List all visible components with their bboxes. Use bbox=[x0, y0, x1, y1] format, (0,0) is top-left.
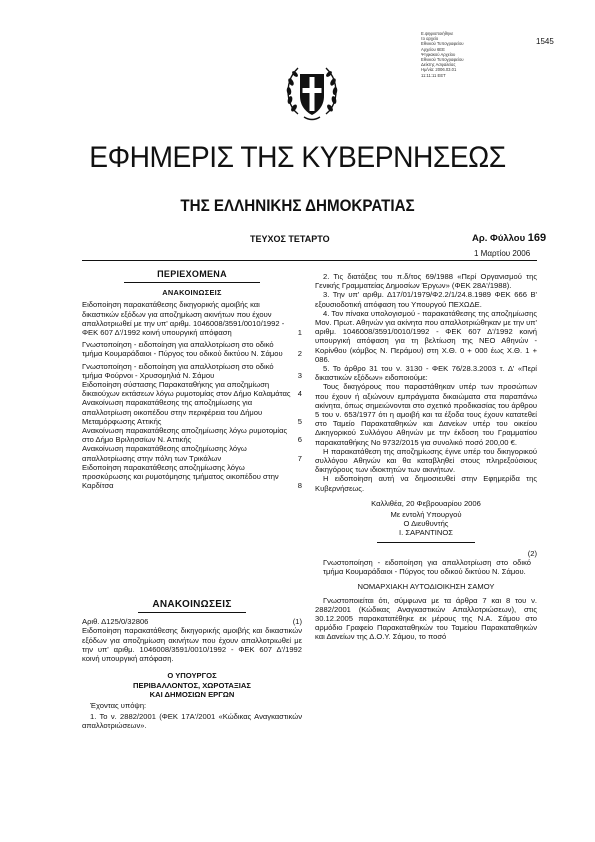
stamp-line: 11:11:11 EET bbox=[421, 72, 446, 78]
toc-item-page: 8 bbox=[297, 481, 302, 491]
stamp-line: Ψηφιακού Αρχείου bbox=[421, 51, 456, 57]
stamp-line: Εθνικού Τυπογραφείου bbox=[421, 41, 464, 47]
notice-paragraph: Τους δικηγόρους που παραστάθηκαν υπέρ των προσώπων που έχουν ή αξιώνουν εμπράγματα δικαιώματα στα παραπάνω ακίνητα, όπως σημειώνονται στο σχετικό προδικασίας του άρθρου 5 του ν. 653/1977 ότι η αμοιβή και τα έξοδα τους έχουν κατατεθεί στο Ταμείο Παρακαταθηκών και Δανείων υπέρ του οικείου Δικηγορικού Συλλόγου Αθηνών με την έκδοση του Γραμματίου παρακαταθήκης Νο 9732/2015 για συνολικό ποσό 200,00 €. bbox=[315, 382, 537, 447]
gazette-subtitle: ΤΗΣ ΕΛΛΗΝΙΚΗΣ ΔΗΜΟΚΡΑΤΙΑΣ bbox=[180, 197, 415, 215]
announcement-index: (1) bbox=[292, 617, 302, 627]
toc-item-text: Γνωστοποίηση - ειδοποίηση για απαλλοτρίωση στο οδικό τμήμα Φούρνοι - Χρυσομηλιά Ν. Σάμου bbox=[82, 361, 274, 380]
toc-item[interactable] bbox=[82, 463, 302, 491]
greek-coat-of-arms-icon bbox=[284, 62, 340, 122]
signature-line: Ο Διευθυντής bbox=[403, 519, 449, 529]
table-of-contents bbox=[82, 270, 302, 490]
toc-item-text: Ανακοίνωση παρακατάθεσης της αποζημίωσης για απαλλοτρίωση οικοπέδου στην περιφέρεια του Δήμου Μεταμόρφωσης Αττικής bbox=[82, 398, 263, 426]
toc-item-page: 2 bbox=[297, 349, 302, 359]
contents-heading: ΠΕΡΙΕΧΟΜΕΝΑ bbox=[157, 269, 227, 279]
signature-block bbox=[315, 510, 537, 538]
toc-item-page: 6 bbox=[297, 435, 302, 445]
minister-line: ΚΑΙ ΔΗΜΟΣΙΩΝ ΕΡΓΩΝ bbox=[149, 690, 235, 700]
toc-item-text: Ειδοποίηση παρακατάθεσης αποζημίωσης λόγω προσκύρωσης και ρυμοτόμησης τμήματος οικοπέδου στην Καρδίτσα bbox=[82, 462, 279, 491]
signature-name: Ι. ΣΑΡΑΝΤΙΝΟΣ bbox=[399, 528, 453, 538]
regard-item-4: 4. Τον πίνακα υπολογισμού - παρακατάθεσης της αποζημίωσης Μον. Πρωτ. Αθηνών για ακίνητα που απαλλοτριώθηκαν με την υπ' αριθμ. 1046008/3591/0010/1992 - ΦΕΚ 607 Δ'/1992 κοινή υπουργική απόφαση για τη βελτίωση της ΝΕΟ Αθηνών - Κορίνθου (κόμβος Ν. Περάμου) στη Χ.Θ. 0 + 000 έως Χ.Θ. 1 + 086. bbox=[315, 308, 537, 364]
right-column bbox=[315, 272, 537, 642]
announcement-index: (2) bbox=[527, 548, 537, 558]
toc-item-page: 3 bbox=[297, 370, 302, 380]
stamp-line: Ημ/νία: 2006.03.01 bbox=[421, 67, 457, 73]
signature-line: Με εντολή Υπουργού bbox=[390, 510, 462, 520]
stamp-line: Ε.ψηφιοποιήθηκε bbox=[421, 31, 454, 36]
issue-date: 1 Μαρτίου 2006 bbox=[474, 249, 531, 258]
regard-item-2: 2. Τις διατάξεις του π.δ/τος 69/1988 «Περί Οργανισμού της Γενικής Γραμματείας Δημοσίων Έργων» (ΦΕΚ 28Α'/1988). bbox=[315, 272, 537, 291]
toc-item-page: 5 bbox=[297, 416, 302, 426]
toc-item[interactable] bbox=[82, 398, 302, 426]
deposit-paragraph: Η παρακατάθεση της αποζημίωσης έγινε υπέρ του δικηγορικού συλλόγου Αθηνών και θα καταβληθεί στους πληρεξούσιους δικηγόρους των ιδιοκτητών των ακινήτων. bbox=[315, 446, 537, 475]
stamp-line: Δείκτης Ασφαλείας bbox=[421, 62, 456, 68]
header-divider bbox=[82, 260, 537, 261]
toc-item-text: Ειδοποίηση σύστασης Παρακαταθήκης για αποζημίωση δικαιούχων εκτάσεων λόγω ρυμοτομίας στον Δήμο Καλαμάτας bbox=[82, 380, 291, 399]
announcement-body: Γνωστοποιείται ότι, σύμφωνα με τα άρθρα 7 και 8 του ν. 2882/2001 (Κώδικας Αναγκαστικών Απαλλοτριώσεων), στις 30.12.2005 παρακατατέθηκε εκ μέρους της Ν.Α. Σάμου στο αρμόδιο Γραφείο Παρακαταθηκών του Ταμείου Παρακαταθηκών και Δανείων της Δ.Ο.Υ. Σάμου, το ποσό bbox=[315, 595, 537, 642]
issue-type: ΤΕΥΧΟΣ ΤΕΤΑΡΤΟ bbox=[250, 234, 330, 244]
announcement-separator bbox=[377, 542, 475, 543]
contents-underline bbox=[124, 282, 260, 283]
stamp-line: Εθνικού Τυπογραφείου bbox=[421, 57, 464, 63]
publication-paragraph: Η ειδοποίηση αυτή να δημοσιευθεί στην Εφημερίδα της Κυβερνήσεως. bbox=[315, 474, 537, 493]
toc-item[interactable] bbox=[82, 300, 302, 337]
toc-item-text: Ανακοίνωση παρακατάθεσης αποζημίωσης λόγω απαλλοτρίωσης στην πόλη των Τρικάλων bbox=[82, 444, 247, 463]
toc-item-text: Ειδοποίηση παρακατάθεσης δικηγορικής αμοιβής και δικαστικών εξόδων για αποζημίωση ακινήτων που έχουν απαλλοτριωθεί με την υπ' αριθμ. 1046008/3591/0010/1992 - ΦΕΚ 607 Δ'/1992 κοινή υπουργική απόφαση bbox=[82, 300, 285, 338]
toc-item[interactable] bbox=[82, 380, 302, 398]
toc-item[interactable] bbox=[82, 340, 302, 358]
minister-line: ΠΕΡΙΒΑΛΛΟΝΤΟΣ, ΧΩΡΟΤΑΞΙΑΣ bbox=[133, 680, 251, 690]
sheet-number-value: 169 bbox=[527, 232, 547, 244]
digital-signature-stamp bbox=[421, 31, 491, 78]
stamp-line: Αρχείου 6ΕΕ bbox=[421, 46, 445, 52]
announcement-ref bbox=[82, 617, 302, 626]
place-date: Καλλιθέα, 20 Φεβρουαρίου 2006 bbox=[371, 498, 481, 508]
sheet-label: Αρ. Φύλλου bbox=[472, 233, 526, 244]
sheet-number bbox=[472, 234, 546, 243]
toc-item-page: 4 bbox=[297, 389, 302, 399]
nomarchy-heading: ΝΟΜΑΡΧΙΑΚΗ ΑΥΤΟΔΙΟΙΚΗΣΗ ΣΑΜΟΥ bbox=[357, 582, 495, 592]
announcement-title: Γνωστοποίηση - ειδοποίηση για απαλλοτρίωση στο οδικό τμήμα Κουμαράδαιοι - Πύργος του οδικού δικτύου Ν. Σάμου. bbox=[323, 557, 531, 577]
contents-subheading: ΑΝΑΚΟΙΝΩΣΕΙΣ bbox=[162, 288, 222, 298]
minister-line: Ο ΥΠΟΥΡΓΟΣ bbox=[167, 671, 217, 681]
toc-item[interactable] bbox=[82, 362, 302, 380]
regard-item-5: 5. Το άρθρο 31 του ν. 3130 - ΦΕΚ 76/28.3.2003 τ. Δ' «Περί δικαστικών εξόδων» ειδοποιούμε: bbox=[315, 364, 537, 383]
regard-item-3: 3. Την υπ' αριθμ. Δ17/01/1979/Φ2.2/1/24.8.1989 ΦΕΚ 666 Β' εξουσιοδοτική απόφαση του Υπουργού ΠΕΧΩΔΕ. bbox=[315, 290, 537, 309]
announcements-underline bbox=[138, 612, 246, 613]
gazette-title: ΕΦΗΜΕΡΙΣ ΤΗΣ ΚΥΒΕΡΝΗΣΕΩΣ bbox=[89, 141, 506, 174]
announcements-heading: ΑΝΑΚΟΙΝΩΣΕΙΣ bbox=[152, 599, 232, 610]
toc-item-page: 1 bbox=[297, 328, 302, 338]
announcement-intro: Ειδοποίηση παρακατάθεσης δικηγορικής αμοιβής και δικαστικών εξόδων για αποζημίωση ακινήτων που έχουν απαλλοτριωθεί με την υπ' αριθμ. 1046008/3591/0010/1992 - ΦΕΚ 607 Δ'/1992 κοινή υπουργική απόφαση. bbox=[82, 626, 302, 664]
toc-item-text: Ανακοίνωση παρακατάθεσης αποζημίωσης λόγω ρυμοτομίας στο Δήμο Βριλησσίων Ν. Αττικής bbox=[82, 426, 288, 445]
toc-item-page: 7 bbox=[297, 453, 302, 463]
announcement-ref-number: Αριθ. Δ125/0/32806 bbox=[82, 617, 149, 627]
toc-item-text: Γνωστοποίηση - ειδοποίηση για απαλλοτρίωση στο οδικό τμήμα Κουμαράδαιοι - Πύργος του οδικού δικτύου Ν. Σάμου bbox=[82, 340, 283, 359]
minister-title bbox=[82, 671, 302, 700]
toc-item[interactable] bbox=[82, 426, 302, 444]
page-number: 1545 bbox=[536, 37, 554, 46]
having-regard: Έχοντας υπόψη: bbox=[90, 701, 147, 710]
stamp-line: το αρχείο bbox=[421, 36, 439, 42]
announcements-section bbox=[82, 600, 302, 731]
regard-item-1: 1. Το ν. 2882/2001 (ΦΕΚ 17Α'/2001 «Κώδικας Αναγκαστικών απαλλοτριώσεων». bbox=[82, 712, 302, 731]
toc-item[interactable] bbox=[82, 444, 302, 462]
